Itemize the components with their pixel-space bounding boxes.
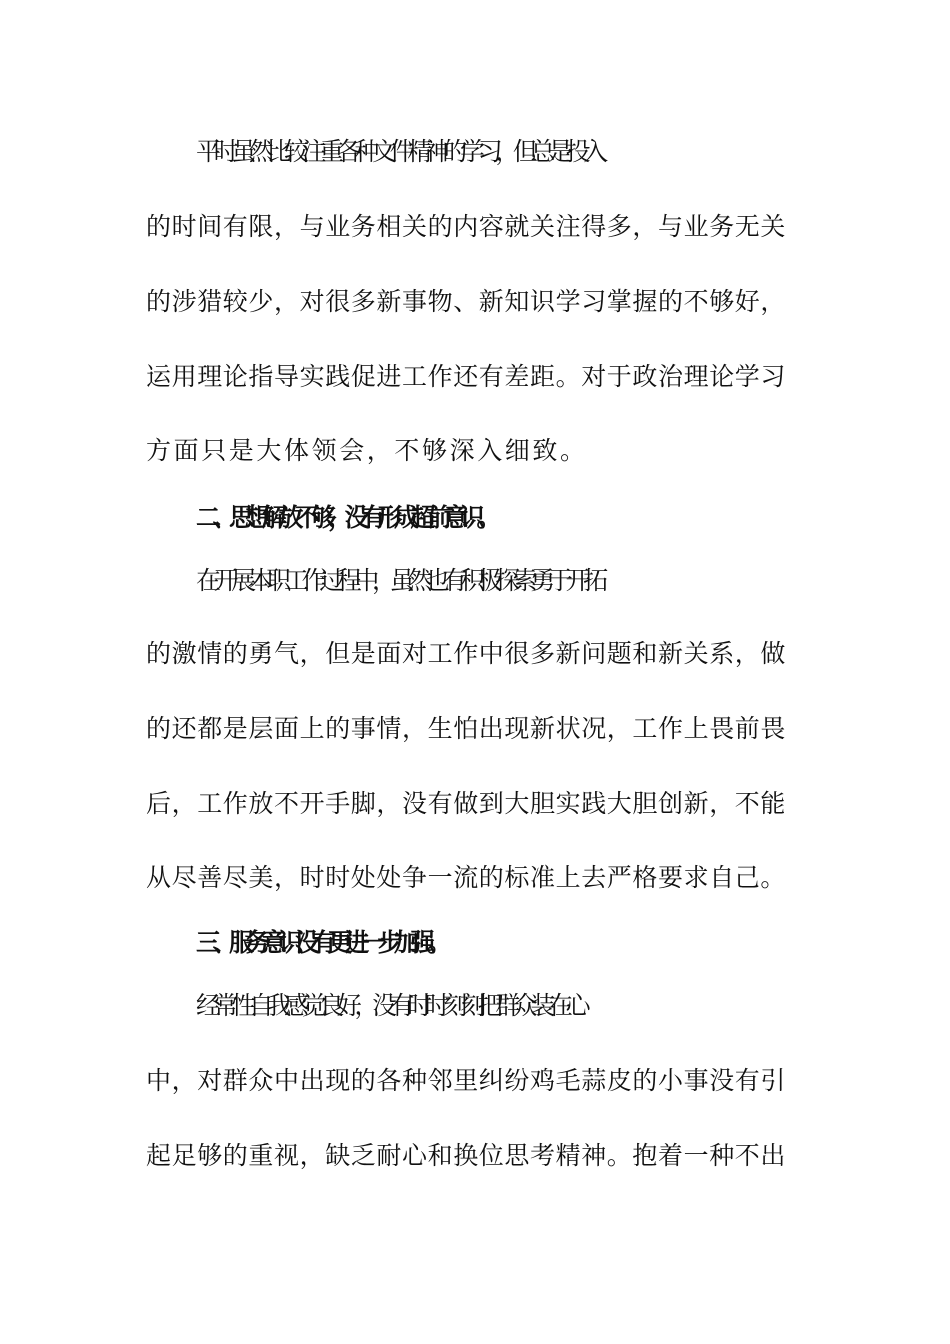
paragraph-2-line-3: 的还都是层面上的事情，生怕出现新状况，工作上畏前畏 (146, 714, 787, 743)
paragraph-1-line-3: 的涉猎较少，对很多新事物、新知识学习掌握的不够好， (146, 287, 787, 316)
paragraph-1-line-2: 的时间有限，与业务相关的内容就关注得多，与业务无关 (146, 212, 787, 241)
paragraph-2-line-5: 从尽善尽美，时时处处争一流的标准上去严格要求自己。 (146, 863, 787, 892)
paragraph-1-line-4: 运用理论指导实践促进工作还有差距。对于政治理论学习 (146, 362, 787, 391)
paragraph-3-line-3: 起足够的重视，缺乏耐心和换位思考精神。抱着一种不出 (146, 1141, 787, 1170)
paragraph-2-line-4: 后，工作放不开手脚，没有做到大胆实践大胆创新，不能 (146, 789, 787, 818)
paragraph-3-line-1: 经常性自我感觉良好，没有时时刻刻把群众装在心 (196, 991, 584, 1020)
paragraph-2-line-1: 在开展本职工作过程中，虽然也有积极探索勇于开拓 (196, 566, 601, 595)
paragraph-1-line-5: 方面只是大体领会，不够深入细致。 (146, 436, 588, 465)
section-heading-2: 二、思想解放不够，没有形成超前意识。 (196, 503, 494, 532)
paragraph-1-line-1: 平时虽然比较注重各种文件精神的学习，但总是投入 (196, 137, 601, 166)
paragraph-2-line-2: 的激情的勇气，但是面对工作中很多新问题和新关系，做 (146, 639, 787, 668)
section-heading-3: 三、服务意识没有更进一步加强。 (196, 928, 444, 957)
paragraph-3-line-2: 中，对群众中出现的各种邻里纠纷鸡毛蒜皮的小事没有引 (146, 1066, 787, 1095)
